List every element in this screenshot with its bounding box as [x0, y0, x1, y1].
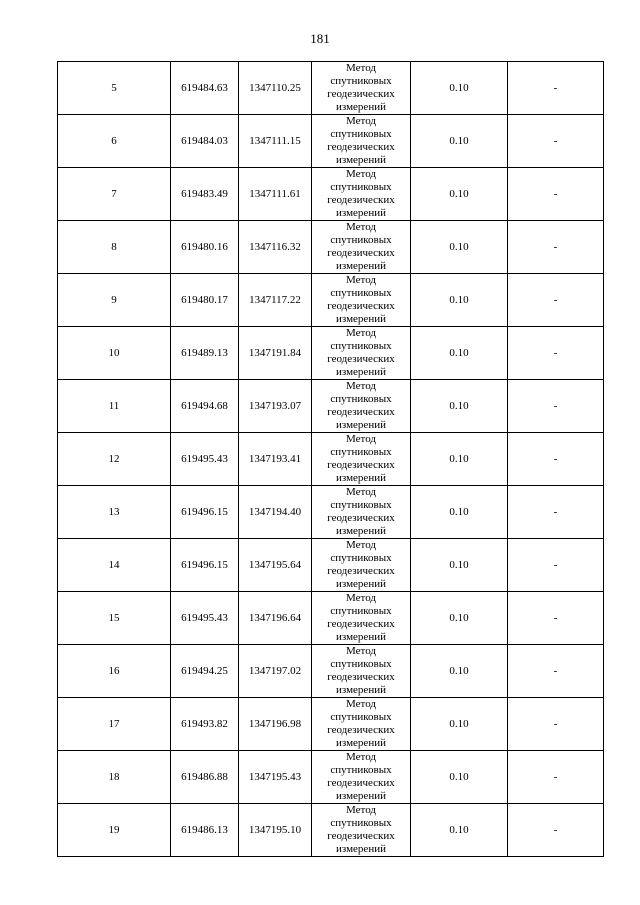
- method-line: спутниковых: [330, 340, 392, 352]
- x-coordinate-cell: 619493.82: [171, 698, 239, 751]
- note-cell: -: [508, 327, 604, 380]
- note-cell: -: [508, 221, 604, 274]
- x-coordinate-cell: 619480.17: [171, 274, 239, 327]
- point-number-cell: 14: [58, 539, 171, 592]
- table-row: [58, 698, 604, 751]
- method-line: Метод: [346, 592, 376, 604]
- method-line: спутниковых: [330, 393, 392, 405]
- note-cell: -: [508, 62, 604, 115]
- accuracy-cell: 0.10: [411, 221, 508, 274]
- method-line: геодезических: [327, 141, 395, 153]
- method-cell: [312, 645, 411, 698]
- table-row: [58, 62, 604, 115]
- y-coordinate-cell: 1347111.61: [239, 168, 312, 221]
- note-cell: -: [508, 592, 604, 645]
- method-line: геодезических: [327, 830, 395, 842]
- method-line: измерений: [336, 366, 386, 378]
- point-number-cell: 13: [58, 486, 171, 539]
- method-line: геодезических: [327, 194, 395, 206]
- y-coordinate-cell: 1347117.22: [239, 274, 312, 327]
- coordinates-table-body: [58, 62, 604, 857]
- accuracy-cell: 0.10: [411, 433, 508, 486]
- method-line: геодезических: [327, 459, 395, 471]
- table-row: [58, 486, 604, 539]
- method-line: геодезических: [327, 247, 395, 259]
- table-row: [58, 645, 604, 698]
- method-line: Метод: [346, 221, 376, 233]
- note-cell: -: [508, 168, 604, 221]
- note-cell: -: [508, 539, 604, 592]
- point-number-cell: 16: [58, 645, 171, 698]
- method-line: геодезических: [327, 671, 395, 683]
- x-coordinate-cell: 619496.15: [171, 486, 239, 539]
- y-coordinate-cell: 1347195.43: [239, 751, 312, 804]
- y-coordinate-cell: 1347196.64: [239, 592, 312, 645]
- note-cell: -: [508, 698, 604, 751]
- point-number-cell: 19: [58, 804, 171, 857]
- method-cell: [312, 592, 411, 645]
- method-cell: [312, 804, 411, 857]
- method-line: Метод: [346, 804, 376, 816]
- method-line: спутниковых: [330, 764, 392, 776]
- method-line: измерений: [336, 101, 386, 113]
- method-cell: [312, 751, 411, 804]
- method-line: спутниковых: [330, 75, 392, 87]
- table-row: [58, 380, 604, 433]
- table-row: [58, 539, 604, 592]
- method-cell: [312, 168, 411, 221]
- method-cell: [312, 115, 411, 168]
- table-row: [58, 327, 604, 380]
- table-row: [58, 804, 604, 857]
- accuracy-cell: 0.10: [411, 539, 508, 592]
- note-cell: -: [508, 486, 604, 539]
- point-number-cell: 10: [58, 327, 171, 380]
- point-number-cell: 17: [58, 698, 171, 751]
- point-number-cell: 15: [58, 592, 171, 645]
- method-line: измерений: [336, 260, 386, 272]
- accuracy-cell: 0.10: [411, 592, 508, 645]
- method-line: спутниковых: [330, 499, 392, 511]
- method-line: Метод: [346, 751, 376, 763]
- note-cell: -: [508, 274, 604, 327]
- point-number-cell: 8: [58, 221, 171, 274]
- method-cell: [312, 433, 411, 486]
- method-line: геодезических: [327, 406, 395, 418]
- method-line: спутниковых: [330, 552, 392, 564]
- note-cell: -: [508, 645, 604, 698]
- method-line: спутниковых: [330, 287, 392, 299]
- accuracy-cell: 0.10: [411, 380, 508, 433]
- accuracy-cell: 0.10: [411, 327, 508, 380]
- method-line: геодезических: [327, 353, 395, 365]
- method-line: измерений: [336, 843, 386, 855]
- method-cell: [312, 539, 411, 592]
- method-line: Метод: [346, 380, 376, 392]
- method-line: спутниковых: [330, 711, 392, 723]
- x-coordinate-cell: 619486.13: [171, 804, 239, 857]
- method-line: измерений: [336, 472, 386, 484]
- table-row: [58, 433, 604, 486]
- y-coordinate-cell: 1347191.84: [239, 327, 312, 380]
- note-cell: -: [508, 751, 604, 804]
- accuracy-cell: 0.10: [411, 62, 508, 115]
- method-line: геодезических: [327, 512, 395, 524]
- point-number-cell: 11: [58, 380, 171, 433]
- method-cell: [312, 486, 411, 539]
- table-row: [58, 221, 604, 274]
- point-number-cell: 6: [58, 115, 171, 168]
- method-line: геодезических: [327, 300, 395, 312]
- x-coordinate-cell: 619480.16: [171, 221, 239, 274]
- method-line: спутниковых: [330, 817, 392, 829]
- method-cell: [312, 274, 411, 327]
- table-row: [58, 168, 604, 221]
- method-line: Метод: [346, 274, 376, 286]
- method-line: измерений: [336, 154, 386, 166]
- method-cell: [312, 62, 411, 115]
- method-cell: [312, 327, 411, 380]
- y-coordinate-cell: 1347110.25: [239, 62, 312, 115]
- method-line: измерений: [336, 525, 386, 537]
- x-coordinate-cell: 619495.43: [171, 592, 239, 645]
- y-coordinate-cell: 1347195.10: [239, 804, 312, 857]
- note-cell: -: [508, 380, 604, 433]
- method-line: спутниковых: [330, 446, 392, 458]
- y-coordinate-cell: 1347193.07: [239, 380, 312, 433]
- method-line: геодезических: [327, 88, 395, 100]
- method-line: измерений: [336, 313, 386, 325]
- page-number: 181: [310, 31, 330, 46]
- x-coordinate-cell: 619494.68: [171, 380, 239, 433]
- method-line: измерений: [336, 207, 386, 219]
- method-line: спутниковых: [330, 605, 392, 617]
- point-number-cell: 18: [58, 751, 171, 804]
- y-coordinate-cell: 1347197.02: [239, 645, 312, 698]
- method-line: геодезических: [327, 724, 395, 736]
- x-coordinate-cell: 619484.03: [171, 115, 239, 168]
- y-coordinate-cell: 1347195.64: [239, 539, 312, 592]
- accuracy-cell: 0.10: [411, 486, 508, 539]
- method-line: измерений: [336, 737, 386, 749]
- method-line: измерений: [336, 631, 386, 643]
- coordinates-table: [57, 61, 604, 857]
- accuracy-cell: 0.10: [411, 274, 508, 327]
- method-cell: [312, 380, 411, 433]
- y-coordinate-cell: 1347116.32: [239, 221, 312, 274]
- note-cell: -: [508, 115, 604, 168]
- method-line: измерений: [336, 684, 386, 696]
- method-line: спутниковых: [330, 128, 392, 140]
- accuracy-cell: 0.10: [411, 698, 508, 751]
- x-coordinate-cell: 619483.49: [171, 168, 239, 221]
- accuracy-cell: 0.10: [411, 645, 508, 698]
- method-line: измерений: [336, 790, 386, 802]
- point-number-cell: 5: [58, 62, 171, 115]
- method-line: спутниковых: [330, 658, 392, 670]
- point-number-cell: 7: [58, 168, 171, 221]
- method-cell: [312, 698, 411, 751]
- method-line: геодезических: [327, 618, 395, 630]
- method-line: Метод: [346, 327, 376, 339]
- method-line: Метод: [346, 115, 376, 127]
- point-number-cell: 9: [58, 274, 171, 327]
- accuracy-cell: 0.10: [411, 168, 508, 221]
- x-coordinate-cell: 619486.88: [171, 751, 239, 804]
- method-line: измерений: [336, 419, 386, 431]
- method-line: спутниковых: [330, 234, 392, 246]
- y-coordinate-cell: 1347194.40: [239, 486, 312, 539]
- table-row: [58, 115, 604, 168]
- x-coordinate-cell: 619494.25: [171, 645, 239, 698]
- accuracy-cell: 0.10: [411, 115, 508, 168]
- method-line: Метод: [346, 62, 376, 74]
- method-line: измерений: [336, 578, 386, 590]
- point-number-cell: 12: [58, 433, 171, 486]
- method-line: Метод: [346, 645, 376, 657]
- accuracy-cell: 0.10: [411, 804, 508, 857]
- table-row: [58, 751, 604, 804]
- method-line: Метод: [346, 486, 376, 498]
- x-coordinate-cell: 619496.15: [171, 539, 239, 592]
- table-row: [58, 274, 604, 327]
- method-line: Метод: [346, 433, 376, 445]
- method-line: спутниковых: [330, 181, 392, 193]
- method-line: Метод: [346, 168, 376, 180]
- accuracy-cell: 0.10: [411, 751, 508, 804]
- x-coordinate-cell: 619489.13: [171, 327, 239, 380]
- method-line: геодезических: [327, 777, 395, 789]
- y-coordinate-cell: 1347193.41: [239, 433, 312, 486]
- x-coordinate-cell: 619484.63: [171, 62, 239, 115]
- method-line: Метод: [346, 539, 376, 551]
- table-row: [58, 592, 604, 645]
- method-line: Метод: [346, 698, 376, 710]
- note-cell: -: [508, 433, 604, 486]
- x-coordinate-cell: 619495.43: [171, 433, 239, 486]
- method-line: геодезических: [327, 565, 395, 577]
- y-coordinate-cell: 1347111.15: [239, 115, 312, 168]
- note-cell: -: [508, 804, 604, 857]
- y-coordinate-cell: 1347196.98: [239, 698, 312, 751]
- method-cell: [312, 221, 411, 274]
